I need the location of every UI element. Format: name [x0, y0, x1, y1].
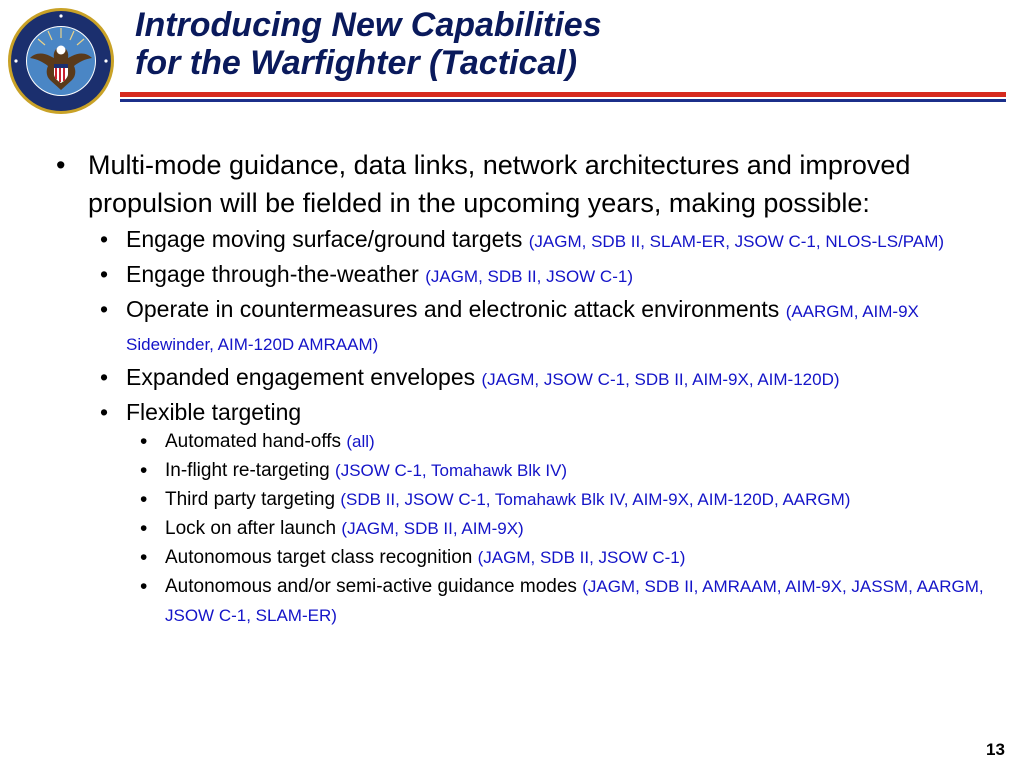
bullet-icon: • [140, 488, 148, 511]
page-number: 13 [986, 740, 1005, 759]
sub-list-item [56, 514, 1006, 543]
main-bullet [56, 146, 1006, 222]
dod-seal-icon [6, 6, 116, 116]
subitem-text: In-flight re-targeting [165, 460, 330, 481]
main-bullet-text: Multi-mode guidance, data links, network architectures and improved propulsion will be fielded in the upcoming years, making possible: [88, 150, 911, 218]
bullet-icon: • [100, 226, 109, 252]
bullet-icon: • [56, 150, 66, 180]
title-line-1: Introducing New Capabilities [135, 6, 602, 44]
item-ref: (JAGM, JSOW C-1, SDB II, AIM-9X, AIM-120D) [481, 370, 840, 389]
item-text: Operate in countermeasures and electronic attack environments [126, 296, 780, 322]
item-text: Flexible targeting [126, 399, 302, 425]
sub-list-item [56, 456, 1006, 485]
subitem-text: Autonomous target class recognition [165, 547, 473, 568]
bullet-icon: • [100, 296, 109, 322]
subitem-ref: (JAGM, SDB II, AMRAAM, AIM-9X, JASSM, AARGM, JSOW C-1, SLAM-ER) [165, 577, 984, 625]
bullet-icon: • [100, 399, 109, 425]
list-item [56, 224, 1006, 257]
item-ref: (JAGM, SDB II, SLAM-ER, JSOW C-1, NLOS-LS/PAM) [528, 232, 945, 251]
subitem-ref: (JSOW C-1, Tomahawk Blk IV) [335, 461, 568, 480]
subitem-ref: (all) [346, 432, 375, 451]
subitem-text: Lock on after launch [165, 518, 337, 539]
bullet-icon: • [140, 517, 148, 540]
item-ref: (JAGM, SDB II, JSOW C-1) [425, 267, 633, 286]
sub-list-item [56, 572, 1006, 630]
bullet-icon: • [100, 261, 109, 287]
subitem-ref: (JAGM, SDB II, JSOW C-1) [477, 548, 686, 567]
bullet-icon: • [140, 575, 148, 598]
bullet-icon: • [100, 364, 109, 390]
title-rule-blue [120, 99, 1006, 102]
list-item [56, 294, 1006, 360]
title-line-2: for the Warfighter (Tactical) [135, 44, 578, 82]
page-title [135, 6, 602, 82]
sub-list-item [56, 427, 1006, 456]
bullet-icon: • [140, 459, 148, 482]
sub-list-item [56, 543, 1006, 572]
title-rule-red [120, 92, 1006, 97]
list-item [56, 259, 1006, 292]
bullet-icon: • [140, 430, 148, 453]
subitem-text: Autonomous and/or semi-active guidance modes [165, 576, 577, 597]
sub-list-item [56, 485, 1006, 514]
subitem-text: Automated hand-offs [165, 431, 342, 452]
bullet-icon: • [140, 546, 148, 569]
subitem-text: Third party targeting [165, 489, 336, 510]
list-item [56, 397, 1006, 427]
item-text: Engage moving surface/ground targets [126, 226, 523, 252]
slide-body [56, 146, 1006, 630]
item-text: Expanded engagement envelopes [126, 364, 476, 390]
item-ref: (AARGM, AIM-9X Sidewinder, AIM-120D AMRAAM) [126, 302, 919, 354]
subitem-ref: (SDB II, JSOW C-1, Tomahawk Blk IV, AIM-9X, AIM-120D, AARGM) [340, 490, 851, 509]
subitem-ref: (JAGM, SDB II, AIM-9X) [341, 519, 524, 538]
item-text: Engage through-the-weather [126, 261, 419, 287]
list-item [56, 362, 1006, 395]
